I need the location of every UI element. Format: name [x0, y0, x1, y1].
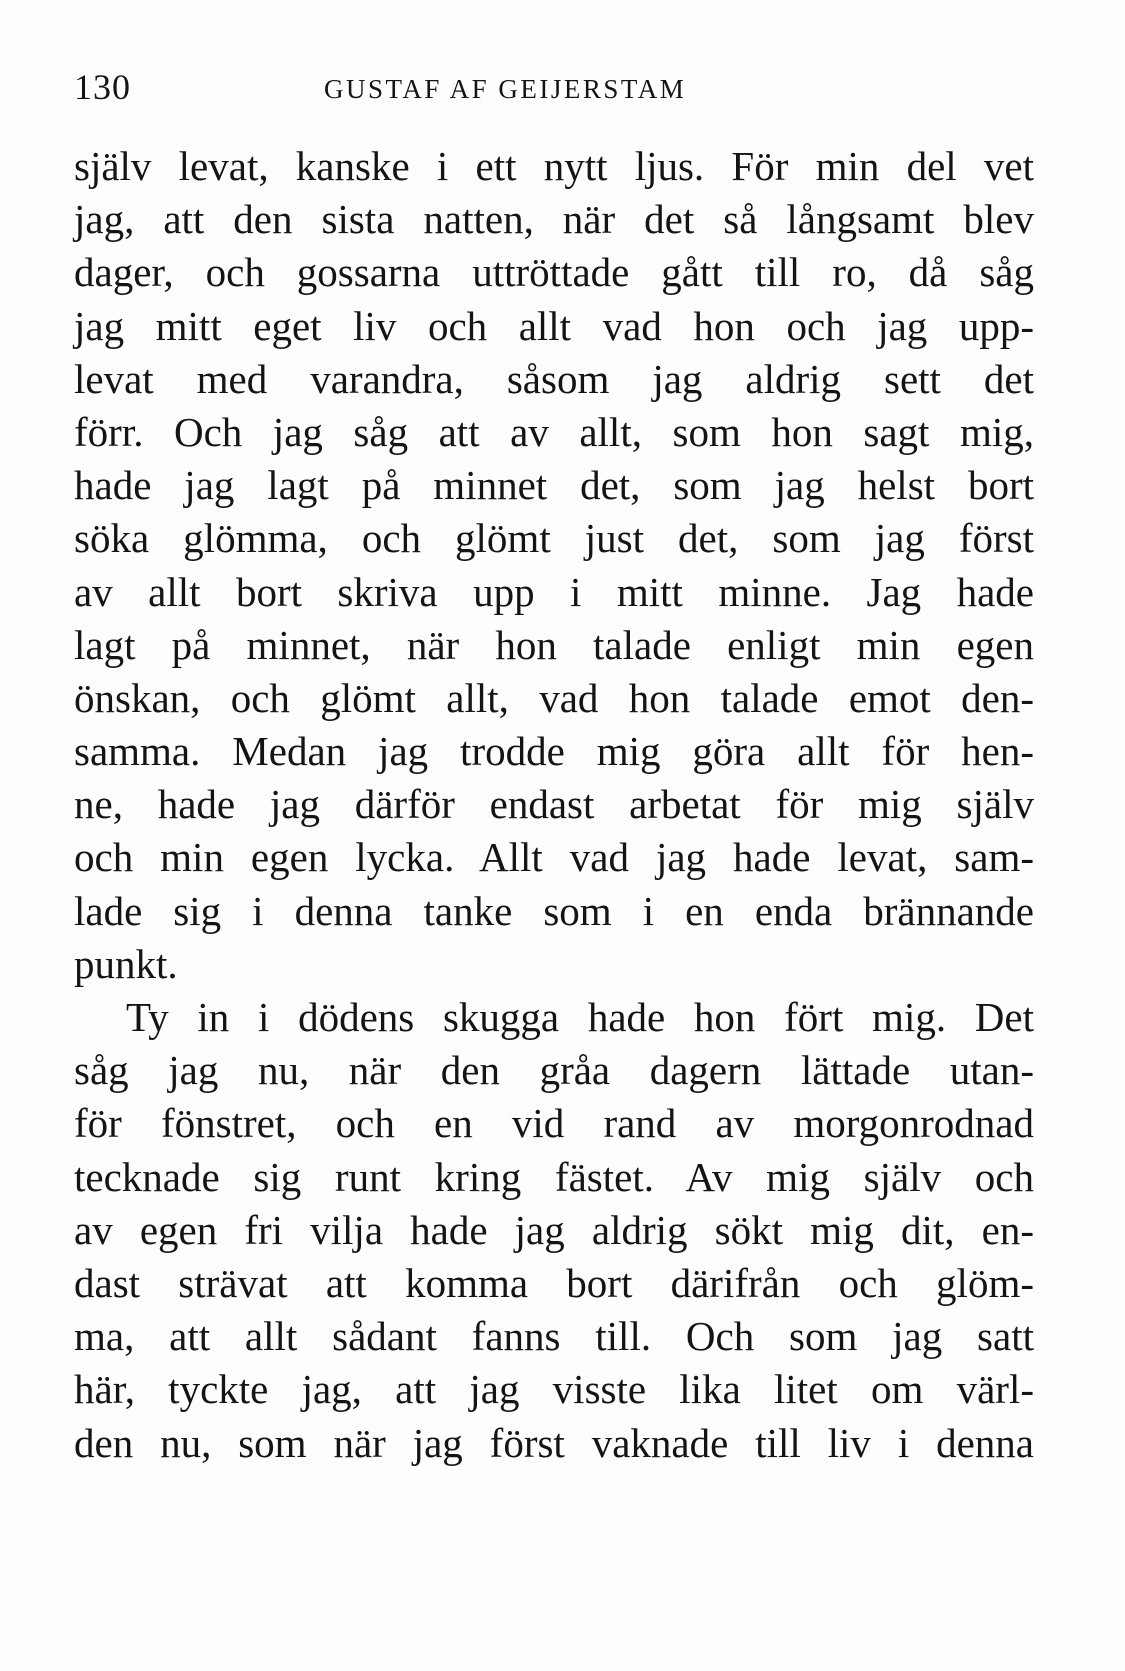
text-line: samma. Medan jag trodde mig göra allt för hen-: [74, 728, 1034, 775]
page-header: [74, 66, 1034, 116]
text-line: hade jag lagt på minnet det, som jag helst bort: [74, 462, 1034, 509]
text-line: jag mitt eget liv och allt vad hon och jag upp-: [74, 302, 1034, 349]
text-line: här, tyckte jag, att jag visste lika litet om värl-: [74, 1366, 1034, 1413]
text-line: för fönstret, och en vid rand av morgonrodnad: [74, 1100, 1034, 1147]
text-line: av allt bort skriva upp i mitt minne. Jag hade: [74, 568, 1034, 615]
text-line: jag, att den sista natten, när det så långsamt blev: [74, 196, 1034, 243]
text-line: själv levat, kanske i ett nytt ljus. För min del vet: [74, 143, 1034, 189]
text-line: ma, att allt sådant fanns till. Och som jag satt: [74, 1313, 1034, 1360]
text-line: den nu, som när jag först vaknade till liv i denna: [74, 1419, 1034, 1466]
text-line: såg jag nu, när den gråa dagern lättade utan-: [74, 1047, 1034, 1094]
running-head: GUSTAF AF GEIJERSTAM: [324, 74, 687, 104]
text-line: dager, och gossarna uttröttade gått till ro, då såg: [74, 249, 1034, 296]
paragraph-start-line: Ty in i dödens skugga hade hon fört mig. Det: [126, 994, 1034, 1040]
text-line: levat med varandra, såsom jag aldrig sett det: [74, 355, 1034, 402]
text-line: söka glömma, och glömt just det, som jag först: [74, 515, 1034, 562]
text-line: lade sig i denna tanke som i en enda brännande: [74, 887, 1034, 934]
text-line: dast strävat att komma bort därifrån och glöm-: [74, 1259, 1034, 1306]
page-number: 130: [74, 67, 131, 107]
body-text: [74, 140, 1034, 1470]
paragraph-end-line: punkt.: [74, 940, 178, 987]
text-line: önskan, och glömt allt, vad hon talade emot den-: [74, 674, 1034, 721]
text-line: ne, hade jag därför endast arbetat för mig själv: [74, 781, 1034, 828]
text-line: och min egen lycka. Allt vad jag hade levat, sam-: [74, 834, 1034, 881]
text-line: av egen fri vilja hade jag aldrig sökt mig dit, en-: [74, 1206, 1034, 1253]
text-line: förr. Och jag såg att av allt, som hon sagt mig,: [74, 408, 1034, 455]
text-line: lagt på minnet, när hon talade enligt min egen: [74, 621, 1034, 668]
text-line: tecknade sig runt kring fästet. Av mig själv och: [74, 1153, 1034, 1200]
